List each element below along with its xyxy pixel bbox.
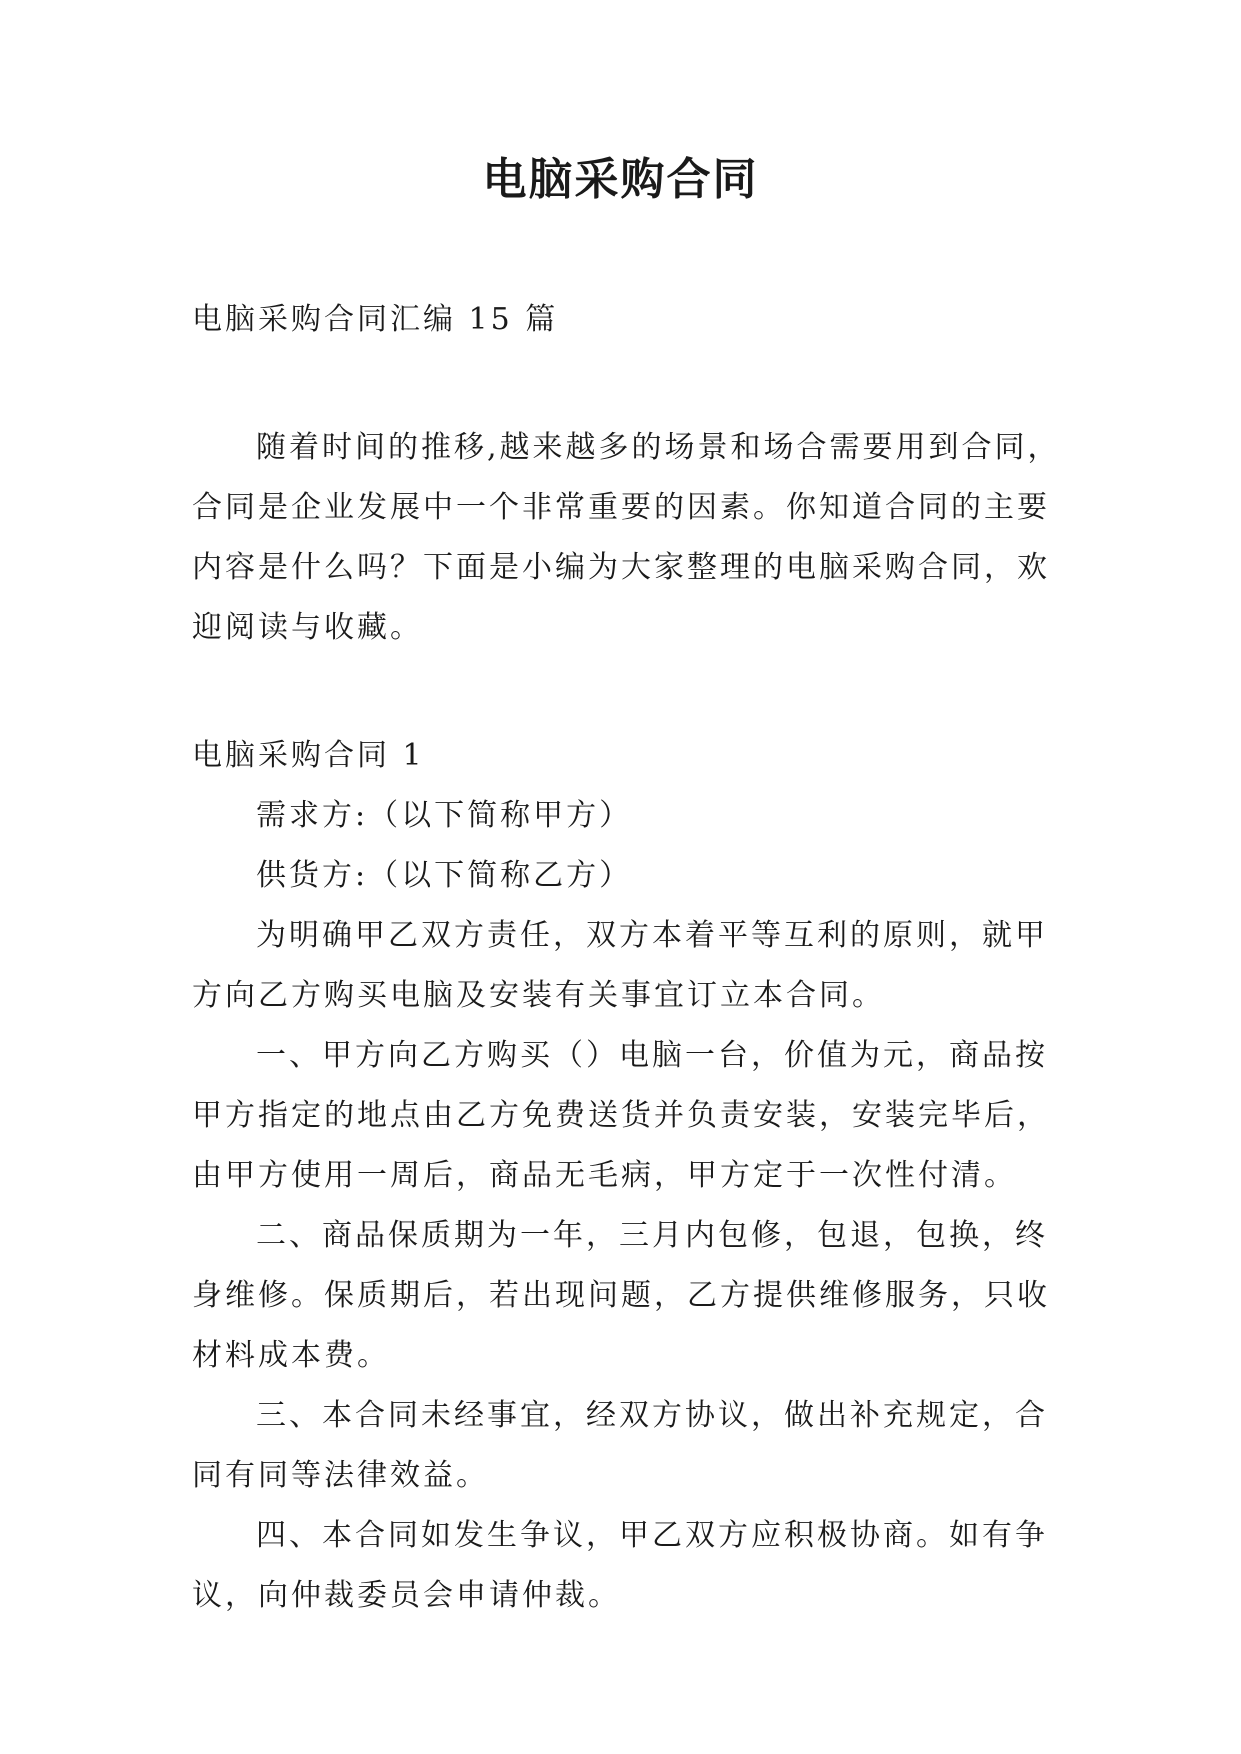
clause-3-paragraph [192, 1386, 1060, 1506]
clause-1-paragraph [192, 1026, 1060, 1206]
spacer [192, 658, 1060, 726]
section-heading: 电脑采购合同 1 [192, 738, 425, 773]
paragraph-line: 二、商品保质期为一年，三月内包修，包退，包换，终 [256, 1218, 1048, 1253]
paragraph-line: 一、甲方向乙方购买（）电脑一台，价值为元，商品按 [256, 1038, 1048, 1073]
paragraph-line: 材料成本费。 [192, 1338, 390, 1373]
party-b-line: 供货方:（以下简称乙方） [256, 858, 633, 893]
spacer [192, 350, 1060, 418]
paragraph-line: 议，向仲裁委员会申请仲裁。 [192, 1578, 621, 1613]
clause-2-paragraph [192, 1206, 1060, 1386]
paragraph-line: 同有同等法律效益。 [192, 1458, 489, 1493]
paragraph-line: 身维修。保质期后，若出现问题，乙方提供维修服务，只收 [192, 1278, 1050, 1313]
paragraph-line: 为明确甲乙双方责任，双方本着平等互利的原则，就甲 [256, 918, 1048, 953]
paragraph-line: 四、本合同如发生争议，甲乙双方应积极协商。如有争 [256, 1518, 1048, 1553]
paragraph-line: 由甲方使用一周后，商品无毛病，甲方定于一次性付清。 [192, 1158, 1017, 1193]
paragraph-line: 三、本合同未经事宜，经双方协议，做出补充规定，合 [256, 1398, 1048, 1433]
intro-paragraph [192, 418, 1060, 658]
paragraph-line: 迎阅读与收藏。 [192, 610, 423, 645]
party-a-line: 需求方:（以下简称甲方） [256, 798, 633, 833]
document-body [192, 290, 1060, 1626]
preamble-paragraph [192, 906, 1060, 1026]
paragraph-line: 甲方指定的地点由乙方免费送货并负责安装，安装完毕后， [192, 1098, 1050, 1133]
paragraph-line: 方向乙方购买电脑及安装有关事宜订立本合同。 [192, 978, 885, 1013]
document-subtitle: 电脑采购合同汇编 15 篇 [192, 302, 559, 337]
clause-4-paragraph [192, 1506, 1060, 1626]
paragraph-line: 合同是企业发展中一个非常重要的因素。你知道合同的主要 [192, 490, 1050, 525]
document-title: 电脑采购合同 [482, 154, 759, 205]
paragraph-line: 内容是什么吗？下面是小编为大家整理的电脑采购合同，欢 [192, 550, 1050, 585]
paragraph-line: 随着时间的推移,越来越多的场景和场合需要用到合同， [256, 430, 1061, 465]
